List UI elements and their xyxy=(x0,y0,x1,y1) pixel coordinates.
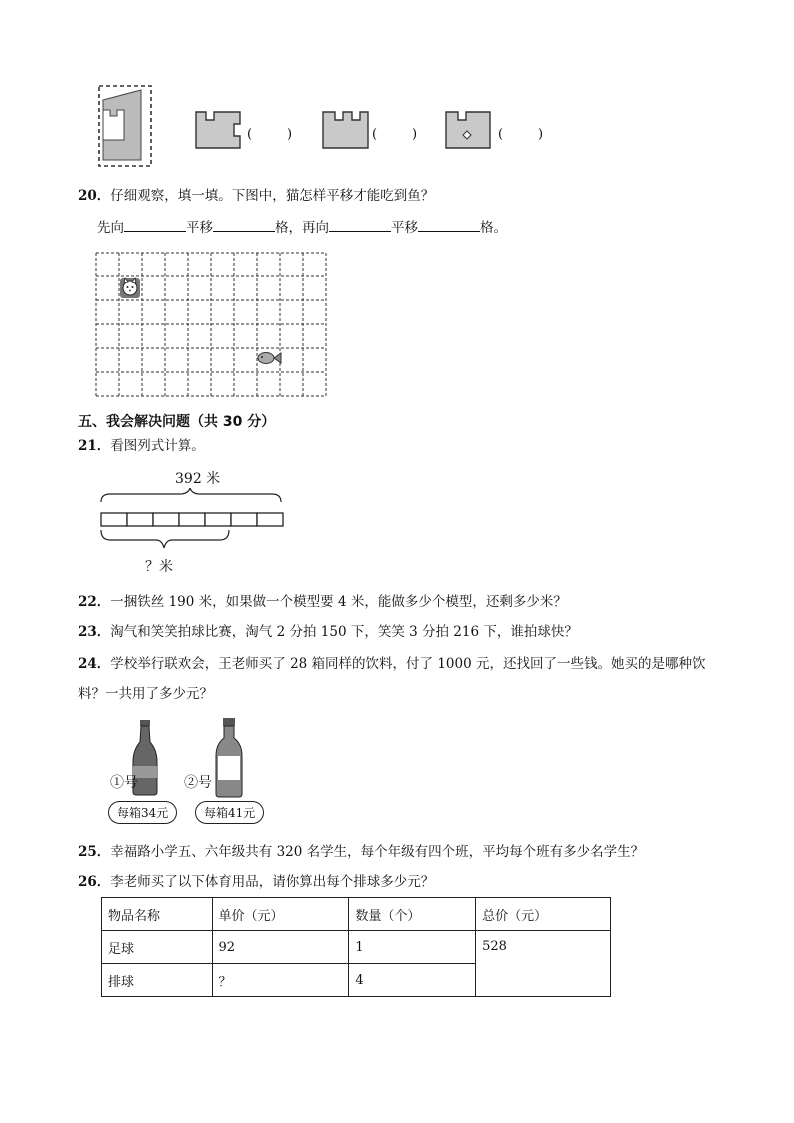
question-25 xyxy=(78,842,644,862)
table-header-row xyxy=(102,898,611,931)
question-text: 仔细观察，填一填。下图中，猫怎样平移才能吃到鱼？ xyxy=(110,188,435,204)
unknown-length-label: ？米 xyxy=(145,559,173,575)
segment-diagram xyxy=(98,488,288,550)
cell-name: 排球 xyxy=(102,964,213,997)
answer-blank-3[interactable] xyxy=(329,217,391,232)
drink-2-label: ②号 xyxy=(184,775,212,791)
question-number: 23． xyxy=(78,624,111,640)
question-26 xyxy=(78,872,434,892)
cell-total: 528 xyxy=(476,931,611,997)
blank-close-2: ) xyxy=(412,127,418,142)
folded-paper-figures xyxy=(90,80,570,172)
answer-blank-2[interactable] xyxy=(213,217,275,232)
question-text: 幸福路小学五、六年级共有 320 名学生，每个年级有四个班，平均每个班有多少名学生？ xyxy=(110,844,645,860)
section-title: 五、我会解决问题（共 30 分） xyxy=(78,414,276,430)
drink-1-label: ①号 xyxy=(110,775,138,791)
question-number: 22． xyxy=(78,594,111,610)
blank-open-1: ( xyxy=(247,127,253,142)
question-24 xyxy=(78,654,706,674)
header-quantity: 数量（个） xyxy=(349,898,476,931)
question-number: 21． xyxy=(78,438,111,454)
sports-goods-table xyxy=(101,897,611,997)
question-24-line-2: 料？一共用了多少元？ xyxy=(78,686,213,702)
question-22 xyxy=(78,592,567,612)
blank-close-1: ) xyxy=(287,127,293,142)
drink-2-price: 每箱41元 xyxy=(195,801,264,824)
blank-open-2: ( xyxy=(372,127,378,142)
question-number: 26． xyxy=(78,874,111,890)
cell-price: 92 xyxy=(212,931,349,964)
cell-price: ？ xyxy=(212,964,349,997)
cell-qty: 4 xyxy=(349,964,476,997)
drink-1-price: 每箱34元 xyxy=(108,801,177,824)
question-number: 25． xyxy=(78,844,111,860)
header-unit-price: 单价（元） xyxy=(212,898,349,931)
question-23 xyxy=(78,622,578,642)
header-total-price: 总价（元） xyxy=(476,898,611,931)
blank-open-3: ( xyxy=(498,127,504,142)
header-item-name: 物品名称 xyxy=(102,898,213,931)
blank-close-3: ) xyxy=(538,127,544,142)
shapes-row xyxy=(90,80,570,172)
question-20-fill xyxy=(97,217,507,238)
fill-text-1: 先向 xyxy=(97,220,124,236)
question-21 xyxy=(78,436,205,456)
fill-text-5: 格。 xyxy=(480,220,507,236)
cell-name: 足球 xyxy=(102,931,213,964)
answer-blank-4[interactable] xyxy=(418,217,480,232)
question-text: 李老师买了以下体育用品，请你算出每个排球多少元？ xyxy=(110,874,435,890)
question-20 xyxy=(78,186,434,206)
total-length-label: 392 米 xyxy=(175,471,221,487)
fill-text-4: 平移 xyxy=(391,220,418,236)
question-number: 20． xyxy=(78,188,111,204)
question-text: 淘气和笑笑拍球比赛，淘气 2 分拍 150 下，笑笑 3 分拍 216 下，谁拍球快？ xyxy=(110,624,578,640)
cell-qty: 1 xyxy=(349,931,476,964)
question-text-line-1: 学校举行联欢会，王老师买了 28 箱同样的饮料，付了 1000 元，还找回了一些钱。她买的是哪种饮 xyxy=(110,656,706,672)
fill-text-3: 格，再向 xyxy=(275,220,329,236)
fish-icon xyxy=(258,353,281,364)
table-row xyxy=(102,931,611,964)
question-number: 24． xyxy=(78,656,111,672)
answer-blank-1[interactable] xyxy=(124,217,186,232)
question-text: 一捆铁丝 190 米，如果做一个模型要 4 米，能做多少个模型，还剩多少米？ xyxy=(110,594,567,610)
cat-fish-grid xyxy=(95,252,327,398)
question-text: 看图列式计算。 xyxy=(110,438,205,454)
cat-icon xyxy=(120,278,140,298)
milk-bottle-icon xyxy=(214,716,244,798)
fill-text-2: 平移 xyxy=(186,220,213,236)
